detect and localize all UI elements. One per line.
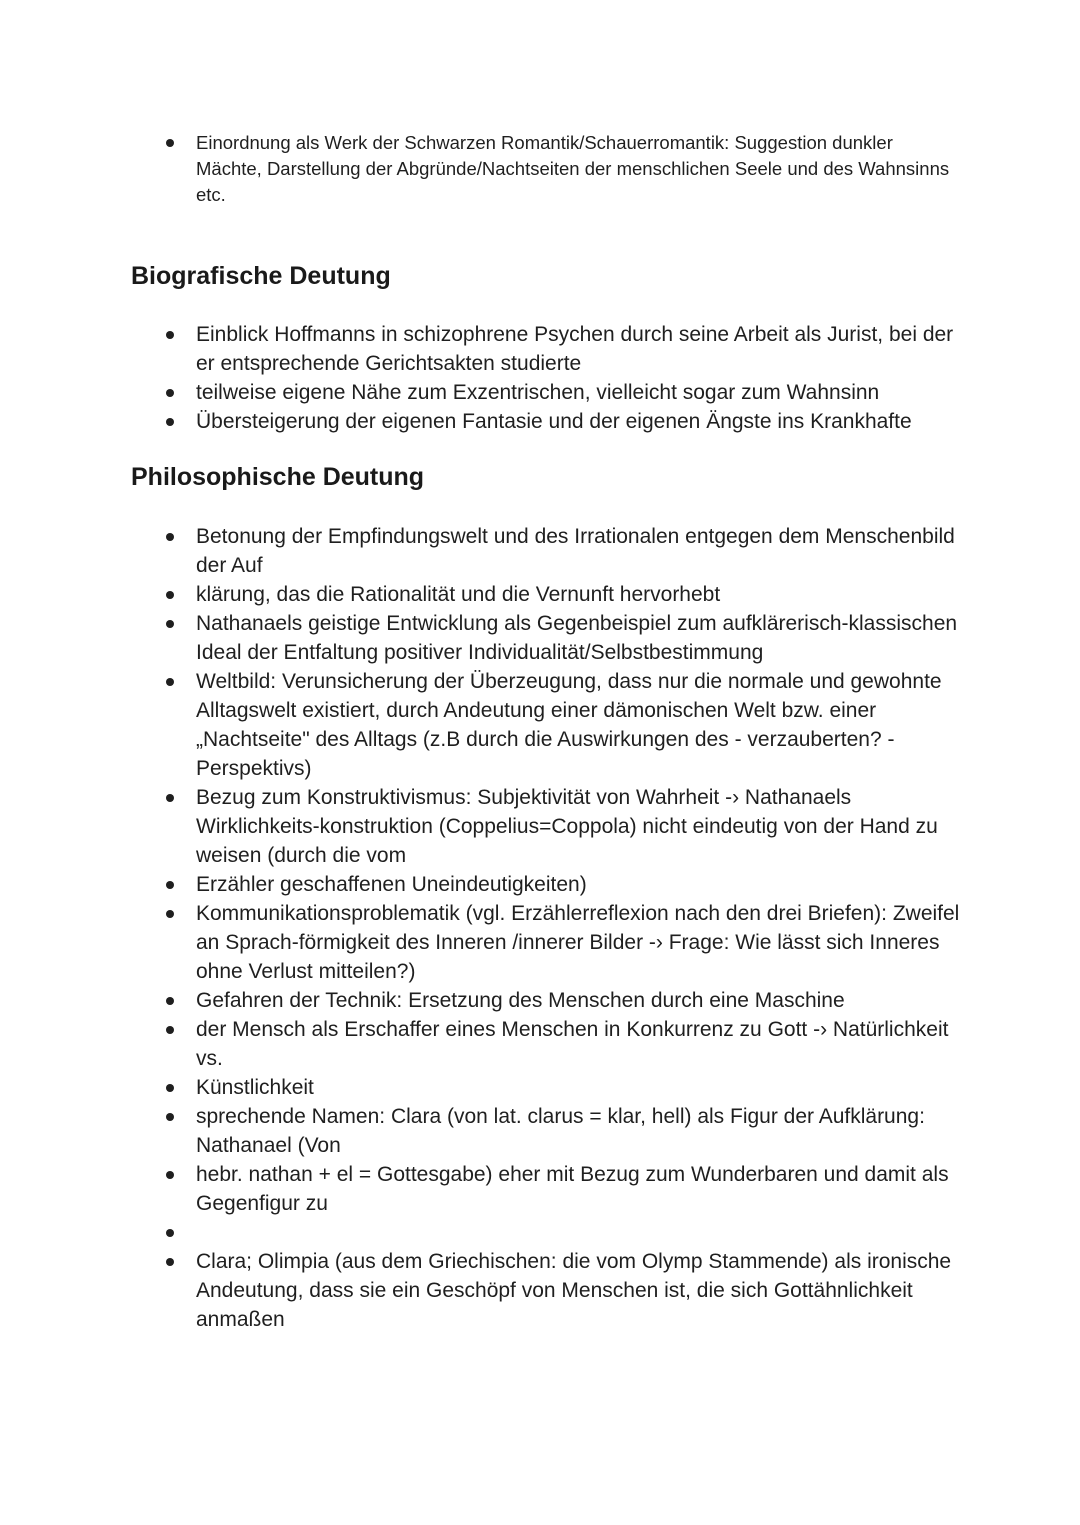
bullet-icon xyxy=(166,620,174,628)
list-item: sprechende Namen: Clara (von lat. clarus = klar, hell) als Figur der Aufklärung: Nathanael (Von xyxy=(160,1102,960,1160)
list-item: Weltbild: Verunsicherung der Überzeugung, dass nur die normale und gewohnte Alltagswelt existiert, durch Andeutung einer dämonischen Welt bzw. einer „Nachtseite" des Alltags (z.B durch die Auswirkungen des - verzauberten? - Perspektivs) xyxy=(160,667,960,783)
bullet-icon xyxy=(166,881,174,889)
list-item: Gefahren der Technik: Ersetzung des Menschen durch eine Maschine xyxy=(160,986,960,1015)
list-item: Künstlichkeit xyxy=(160,1073,960,1102)
bullet-icon xyxy=(166,997,174,1005)
bullet-icon xyxy=(166,139,174,147)
list-item: Nathanaels geistige Entwicklung als Gegenbeispiel zum aufklärerisch-klassischen Ideal der Entfaltung positiver Individualität/Selbstbestimmung xyxy=(160,609,960,667)
philosophisch-bullet-list xyxy=(160,522,960,1334)
bullet-icon xyxy=(166,418,174,426)
bullet-icon xyxy=(166,389,174,397)
list-item: Erzähler geschaffenen Uneindeutigkeiten) xyxy=(160,870,960,899)
bullet-icon xyxy=(166,331,174,339)
list-item: teilweise eigene Nähe zum Exzentrischen, vielleicht sogar zum Wahnsinn xyxy=(160,378,960,407)
bullet-icon xyxy=(166,1229,174,1237)
list-item: klärung, das die Rationalität und die Vernunft hervorhebt xyxy=(160,580,960,609)
list-item: der Mensch als Erschaffer eines Menschen in Konkurrenz zu Gott -› Natürlichkeit vs. xyxy=(160,1015,960,1073)
list-item: Übersteigerung der eigenen Fantasie und der eigenen Ängste ins Krankhafte xyxy=(160,407,960,436)
bullet-icon xyxy=(166,1113,174,1121)
list-item: Kommunikationsproblematik (vgl. Erzählerreflexion nach den drei Briefen): Zweifel an Sprach-förmigkeit des Inneren /innerer Bilder -› Frage: Wie lässt sich Inneres ohne Verlust mitteilen?) xyxy=(160,899,960,986)
bullet-icon xyxy=(166,678,174,686)
list-item: Einordnung als Werk der Schwarzen Romantik/Schauerromantik: Suggestion dunkler Mächte, Darstellung der Abgründe/Nachtseiten der menschlichen Seele und des Wahnsinns etc. xyxy=(160,130,960,208)
list-item-empty xyxy=(160,1218,960,1247)
bullet-icon xyxy=(166,910,174,918)
list-item: Bezug zum Konstruktivismus: Subjektivität von Wahrheit -› Nathanaels Wirklichkeits-konstruktion (Coppelius=Coppola) nicht eindeutig von der Hand zu weisen (durch die vom xyxy=(160,783,960,870)
intro-bullet-list xyxy=(160,130,960,208)
bullet-icon xyxy=(166,1258,174,1266)
list-item: Betonung der Empfindungswelt und des Irrationalen entgegen dem Menschenbild der Auf xyxy=(160,522,960,580)
section-heading-biografisch: Biografische Deutung xyxy=(131,262,391,290)
list-item: hebr. nathan + el = Gottesgabe) eher mit Bezug zum Wunderbaren und damit als Gegenfigur zu xyxy=(160,1160,960,1218)
list-item: Clara; Olimpia (aus dem Griechischen: die vom Olymp Stammende) als ironische Andeutung, dass sie ein Geschöpf von Menschen ist, die sich Gottähnlichkeit anmaßen xyxy=(160,1247,960,1334)
bullet-icon xyxy=(166,794,174,802)
list-item: Einblick Hoffmanns in schizophrene Psychen durch seine Arbeit als Jurist, bei der er entsprechende Gerichtsakten studierte xyxy=(160,320,960,378)
biografisch-bullet-list xyxy=(160,320,960,436)
bullet-icon xyxy=(166,1026,174,1034)
section-heading-philosophisch: Philosophische Deutung xyxy=(131,463,425,491)
bullet-icon xyxy=(166,533,174,541)
bullet-icon xyxy=(166,1084,174,1092)
bullet-icon xyxy=(166,1171,174,1179)
bullet-icon xyxy=(166,591,174,599)
